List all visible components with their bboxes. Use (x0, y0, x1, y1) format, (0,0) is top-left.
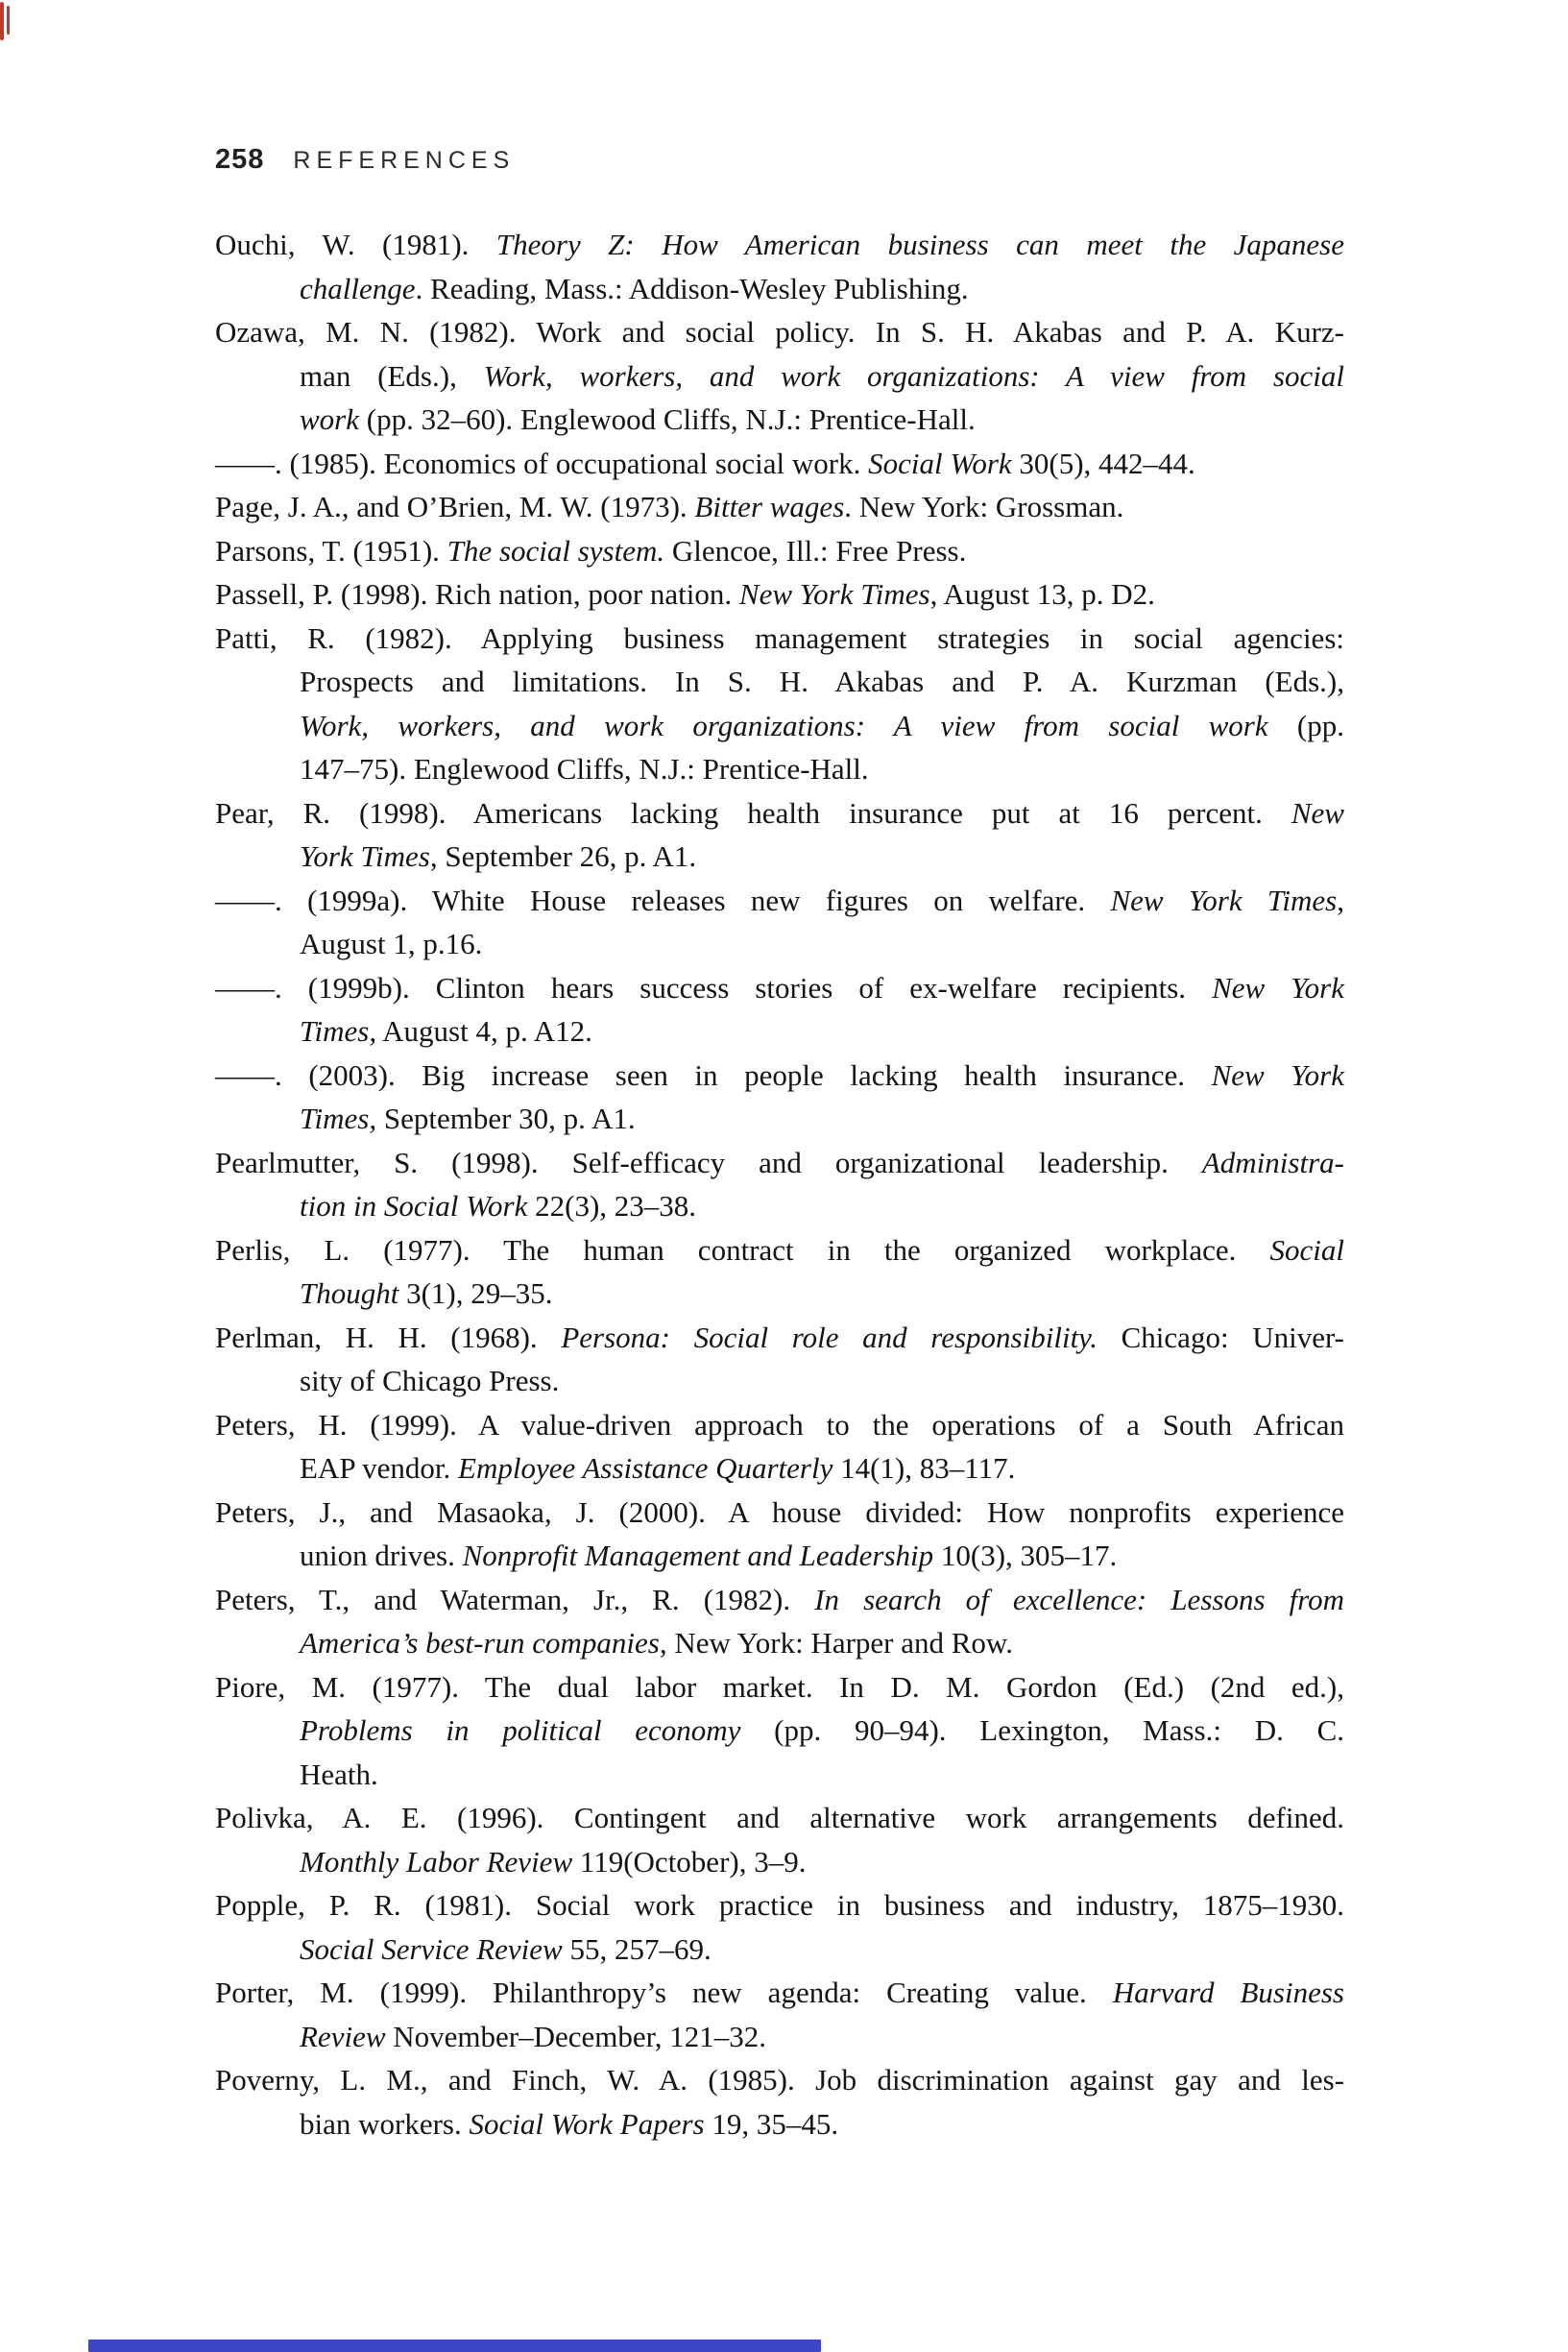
reference-line: 147–75). Englewood Cliffs, N.J.: Prentice-Hall. (300, 752, 869, 786)
reference-entry (215, 879, 1344, 966)
reference-line: Patti, R. (1982). Applying business management strategies in social agencies: (215, 620, 1344, 655)
reference-line: Perlis, L. (1977). The human contract in the organized workplace. Social (215, 1232, 1344, 1267)
reference-line: ——. (1999b). Clinton hears success stories of ex-welfare recipients. New York (215, 970, 1344, 1005)
reference-line: Passell, P. (1998). Rich nation, poor nation. New York Times, August 13, p. D2. (215, 577, 1155, 611)
reference-line: August 1, p.16. (300, 927, 483, 960)
reference-line: bian workers. Social Work Papers 19, 35–45. (300, 2106, 839, 2141)
reference-line: Pearlmutter, S. (1998). Self-efficacy and organizational leadership. Administra- (215, 1145, 1344, 1179)
reference-entry (215, 1054, 1344, 1141)
page-number: 258 (215, 144, 265, 175)
reference-line: Pear, R. (1998). Americans lacking health insurance put at 16 percent. New (215, 795, 1344, 830)
reference-line: Polivka, A. E. (1996). Contingent and alternative work arrangements defined. (215, 1801, 1344, 1834)
reference-line: Times, September 30, p. A1. (300, 1102, 636, 1135)
reference-entry (215, 1228, 1344, 1316)
reference-entry (215, 529, 1344, 573)
reference-entry (215, 1316, 1344, 1403)
reference-line: challenge. Reading, Mass.: Addison-Wesley Publishing. (300, 271, 969, 305)
reference-line: Thought 3(1), 29–35. (300, 1276, 553, 1310)
references-list (215, 223, 1344, 2146)
scan-artifact-red-stroke (7, 6, 10, 35)
running-head-title: REFERENCES (293, 147, 516, 174)
reference-line: ——. (2003). Big increase seen in people lacking health insurance. New York (215, 1057, 1344, 1092)
reference-line: Social Service Review 55, 257–69. (300, 1931, 712, 1966)
reference-entry (215, 617, 1344, 791)
reference-line: Perlman, H. H. (1968). Persona: Social role and responsibility. Chicago: Univer- (215, 1320, 1344, 1354)
reference-entry (215, 310, 1344, 442)
scan-artifact-red-mark (0, 2, 13, 42)
reference-line: EAP vendor. Employee Assistance Quarterly 14(1), 83–117. (300, 1451, 1016, 1485)
reference-entry (215, 1403, 1344, 1491)
reference-line: Ouchi, W. (1981). Theory Z: How American business can meet the Japanese (215, 228, 1345, 261)
reference-entry (215, 1665, 1344, 1797)
reference-line: Monthly Labor Review 119(October), 3–9. (300, 1844, 807, 1879)
reference-line: Ozawa, M. N. (1982). Work and social policy. In S. H. Akabas and P. A. Kurz- (215, 315, 1344, 349)
scan-artifact-blue-bar (88, 2340, 821, 2352)
reference-line: man (Eds.), Work, workers, and work organizations: A view from social (300, 358, 1344, 393)
reference-line: Work, workers, and work organizations: A view from social work (pp. (300, 708, 1344, 742)
reference-entry (215, 1141, 1344, 1228)
reference-line: Poverny, L. M., and Finch, W. A. (1985). Job discrimination against gay and les- (215, 2063, 1344, 2097)
reference-line: ——. (1985). Economics of occupational social work. Social Work 30(5), 442–44. (215, 446, 1195, 480)
reference-line: Prospects and limitations. In S. H. Akabas and P. A. Kurzman (Eds.), (300, 665, 1344, 698)
reference-line: York Times, September 26, p. A1. (300, 839, 697, 873)
reference-entry (215, 223, 1344, 310)
reference-entry (215, 2058, 1344, 2146)
reference-line: Page, J. A., and O’Brien, M. W. (1973). Bitter wages. New York: Grossman. (215, 490, 1124, 523)
running-head (215, 144, 515, 176)
reference-entry (215, 1796, 1344, 1883)
reference-entry (215, 1971, 1344, 2058)
reference-line: Peters, H. (1999). A value-driven approach to the operations of a South African (215, 1407, 1344, 1442)
reference-line: union drives. Nonprofit Management and Leadership 10(3), 305–17. (300, 1539, 1118, 1572)
reference-line: ——. (1999a). White House releases new figures on welfare. New York Times, (215, 883, 1344, 917)
reference-line: Popple, P. R. (1981). Social work practice in business and industry, 1875–1930. (215, 1888, 1344, 1922)
reference-line: Heath. (300, 1757, 378, 1791)
reference-entry (215, 1883, 1344, 1971)
reference-line: Piore, M. (1977). The dual labor market. In D. M. Gordon (Ed.) (2nd ed.), (215, 1669, 1344, 1704)
reference-entry (215, 572, 1344, 617)
reference-line: Times, August 4, p. A12. (300, 1014, 592, 1048)
reference-line: Problems in political economy (pp. 90–94). Lexington, Mass.: D. C. (300, 1713, 1344, 1747)
reference-line: Peters, T., and Waterman, Jr., R. (1982). In search of excellence: Lessons from (215, 1582, 1345, 1616)
reference-line: sity of Chicago Press. (300, 1364, 560, 1397)
reference-line: Parsons, T. (1951). The social system. Glencoe, Ill.: Free Press. (215, 533, 967, 568)
reference-entry (215, 1491, 1344, 1578)
reference-line: Peters, J., and Masaoka, J. (2000). A house divided: How nonprofits experience (215, 1494, 1344, 1529)
reference-entry (215, 442, 1344, 486)
reference-line: America’s best-run companies, New York: Harper and Row. (300, 1626, 1014, 1660)
scan-artifact-red-stroke (0, 2, 4, 40)
reference-line: Porter, M. (1999). Philanthropy’s new agenda: Creating value. Harvard Business (215, 1976, 1344, 2009)
reference-line: work (pp. 32–60). Englewood Cliffs, N.J.: Prentice-Hall. (300, 402, 976, 436)
reference-line: tion in Social Work 22(3), 23–38. (300, 1189, 697, 1223)
reference-entry (215, 485, 1344, 529)
reference-entry (215, 966, 1344, 1054)
reference-line: Review November–December, 121–32. (300, 2019, 766, 2053)
reference-entry (215, 1578, 1344, 1665)
reference-entry (215, 791, 1344, 879)
